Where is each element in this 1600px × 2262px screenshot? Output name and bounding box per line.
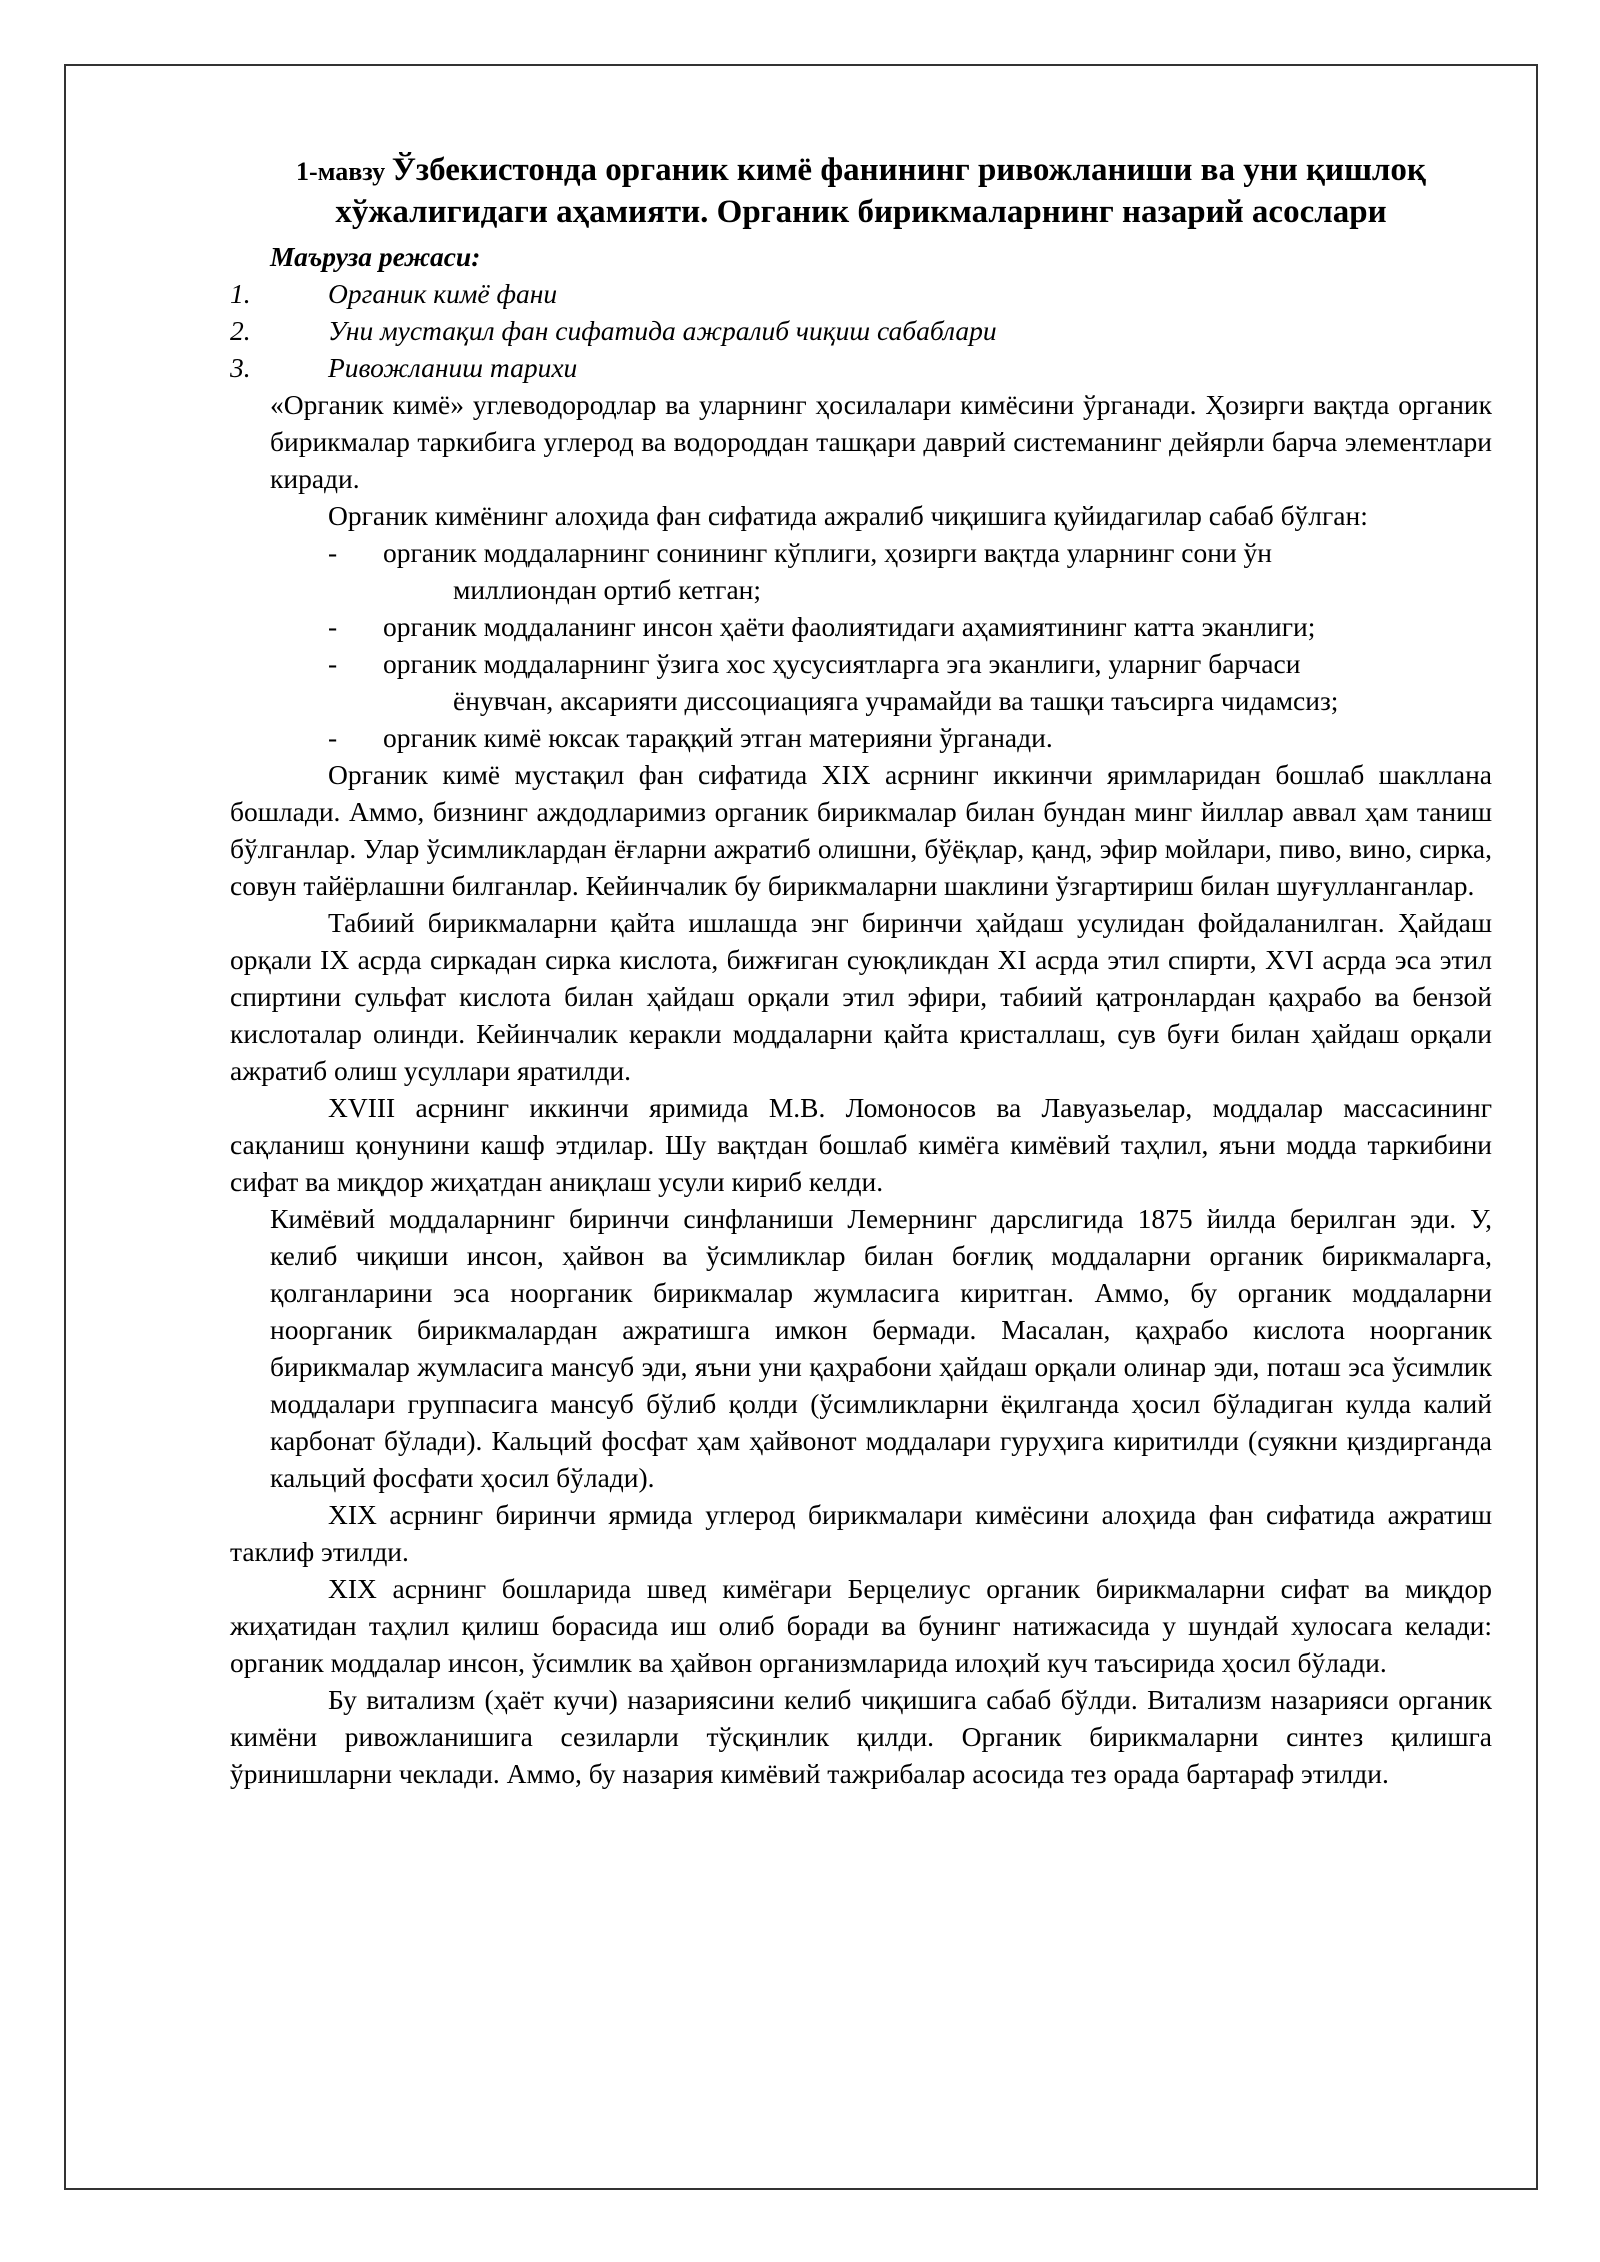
paragraph-lomonosov: XVIII асрнинг иккинчи яримида М.В. Ломоносов ва Лавуазьелар, моддалар массасининг сақланиш қонунини кашф этдилар. Шу вақтдан бошлаб кимёга кимёвий таҳлил, яъни модда таркибини сифат ва миқдор жиҳатдан аниқлаш усули кириб келди. bbox=[230, 1092, 1492, 1197]
paragraph-lemery: Кимёвий моддаларнинг биринчи синфланиши Лемернинг дарслигида 1875 йилда берилган эди. У, келиб чиқиши инсон, ҳайвон ва ўсимликлар билан боғлиқ моддаларни органик бирикмаларга, қолганларини эса ноорганик бирикмалар жумласига киритган. Аммо, бу органик моддаларни ноорганик бирикмалардан ажратишга имкон бермади. Масалан, қаҳрабо кислота ноорганик бирикмалар жумласига мансуб эди, яъни уни қаҳрабони ҳайдаш орқали олинар эди, поташ эса ўсимлик моддалари группасига мансуб бўлиб қолди (ўсимликларни ёқилганда ҳосил бўладиган кулда калий карбонат бўлади). Кальций фосфат ҳам ҳайвонот моддалари гуруҳига киритилди (суякни қиздирганда кальций фосфати ҳосил бўлади). bbox=[270, 1203, 1492, 1493]
reasons-list bbox=[230, 534, 1492, 756]
paragraph-berzelius: XIX асрнинг бошларида швед кимёгари Берцелиус органик бирикмаларни сифат ва миқдор жиҳатидан таҳлил қилиш борасида иш олиб боради ва бунинг натижасида у шундай хулосага келади: органик моддалар инсон, ўсимлик ва ҳайвон организмларида илоҳий куч таъсирида ҳосил бўлади. bbox=[230, 1573, 1492, 1678]
paragraph-intro: «Органик кимё» углеводородлар ва уларнинг ҳосилалари кимёсини ўрганади. Ҳозирги вақтда органик бирикмалар таркибига углерод ва водороддан ташқари даврий системанинг дейярли барча элементлари киради. bbox=[270, 389, 1492, 494]
paragraph-vitalism: Бу витализм (ҳаёт кучи) назариясини келиб чиқишига сабаб бўлди. Витализм назарияси органик кимёни ривожланишига сезиларли тўсқинлик қилди. Органик бирикмаларни синтез қилишга ўринишларни чеклади. Аммо, бу назария кимёвий тажрибалар асосида тез орада бартараф этилди. bbox=[230, 1684, 1492, 1789]
paragraph-distillation: Табиий бирикмаларни қайта ишлашда энг биринчи ҳайдаш усулидан фойдаланилган. Ҳайдаш орқали IX асрда сиркадан сирка кислота, бижғиган суюқликдан XI асрда этил спирти, XVI асрда эса этил спиртини сульфат кислота билан ҳайдаш орқали этил эфири, табиий қатронлардан қаҳрабо ва бензой кислоталар олинди. Кейинчалик керакли моддаларни қайта кристаллаш, сув буғи билан ҳайдаш орқали ажратиб олиш усуллари яратилди. bbox=[230, 907, 1492, 1086]
paragraph-carbon-chemistry: XIX асрнинг биринчи ярмида углерод бирикмалари кимёсини алоҳида фан сифатида ажратиш таклиф этилди. bbox=[230, 1499, 1492, 1567]
paragraph-history: Органик кимё мустақил фан сифатида XIX асрнинг иккинчи яримларидан бошлаб шакллана бошлади. Аммо, бизнинг аждодларимиз органик бирикмалар билан бундан минг йиллар аввал ҳам таниш бўлганлар. Улар ўсимликлардан ёғларни ажратиб олишни, бўёқлар, қанд, эфир мойлари, пиво, вино, сирка, совун тайёрлашни билганлар. Кейинчалик бу бирикмаларни шаклини ўзгартириш билан шуғулланганлар. bbox=[230, 759, 1492, 901]
plan-item: 2. Уни мустақил фан сифатида ажралиб чиқиш сабаблари bbox=[230, 315, 997, 346]
plan-list bbox=[230, 275, 1492, 386]
reason-item: - органик моддаларнинг сонининг кўплиги, ҳозирги вақтда уларнинг сони ўн миллиондан ортиб кетган; bbox=[328, 537, 1273, 605]
plan-item: 1. Органик кимё фани bbox=[230, 278, 558, 309]
reason-item: - органик кимё юксак тараққий этган материяни ўрганади. bbox=[328, 722, 1053, 753]
plan-heading: Маъруза режаси: bbox=[270, 241, 481, 272]
reason-item: - органик моддаланинг инсон ҳаёти фаолиятидаги аҳамиятининг катта эканлиги; bbox=[328, 611, 1316, 642]
document-title bbox=[230, 150, 1492, 233]
title-prefix: 1-мавзу bbox=[296, 157, 392, 186]
plan-item: 3. Ривожланиш тарихи bbox=[230, 352, 578, 383]
reason-item: - органик моддаларнинг ўзига хос ҳусусиятларга эга эканлиги, уларниг барчаси ёнувчан, аксарияти диссоциацияга учрамайди ва ташқи таъсирга чидамсиз; bbox=[328, 648, 1339, 716]
title-text: Ўзбекистонда органик кимё фанининг ривожланиши ва уни қишлоқ хўжалигидаги аҳамияти. Органик бирикмаларнинг назарий асослари bbox=[335, 152, 1426, 230]
document-body bbox=[230, 150, 1492, 1792]
paragraph-reasons-intro: Органик кимёнинг алоҳида фан сифатида ажралиб чиқишига қуйидагилар сабаб бўлган: bbox=[328, 500, 1368, 531]
